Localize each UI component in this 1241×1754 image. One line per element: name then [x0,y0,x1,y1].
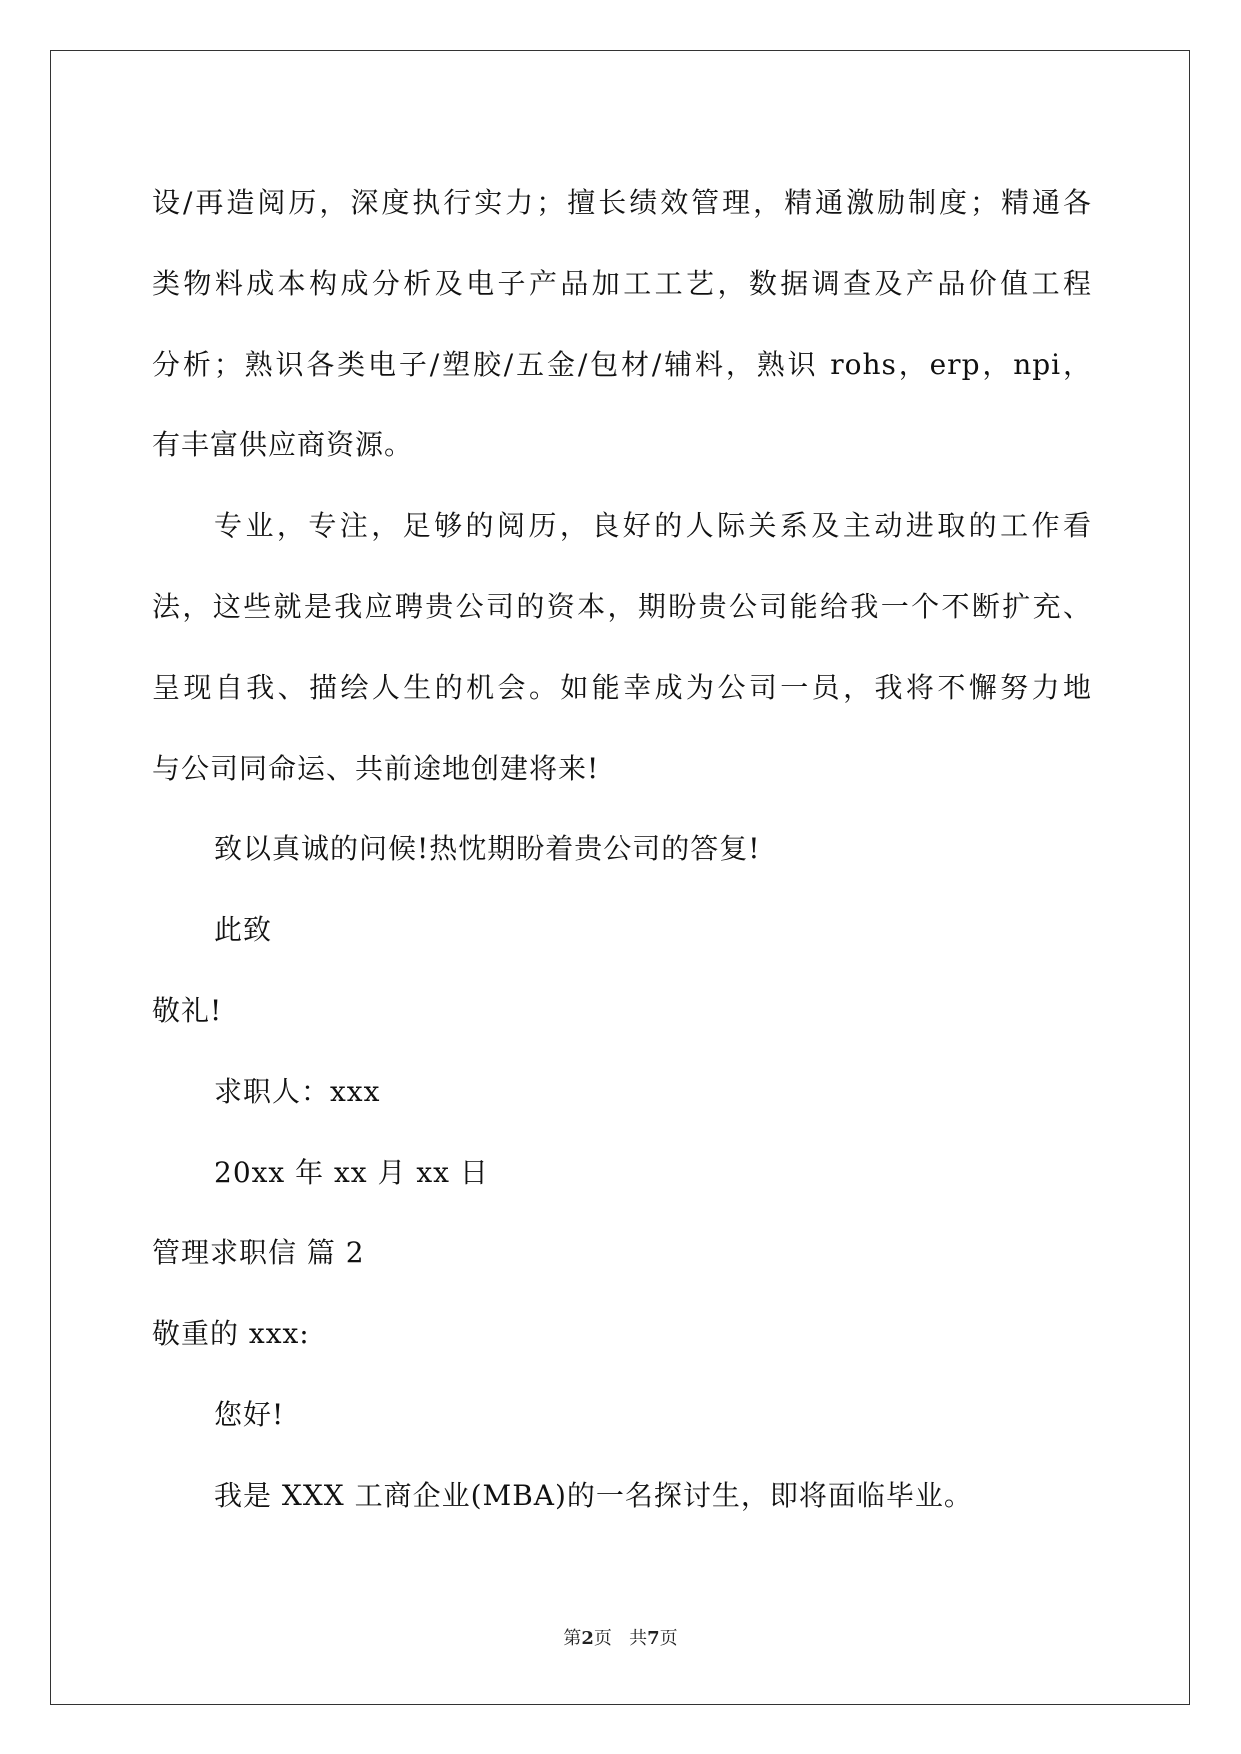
text-line-4: 有丰富供应商资源。 [152,428,414,462]
page-prefix: 第 [563,1628,582,1649]
text-line-6: 法，这些就是我应聘贵公司的资本，期盼贵公司能给我一个不断扩充、 [152,589,1092,623]
salutation-close: 敬礼! [152,993,223,1027]
text-line-1: 设/再造阅历，深度执行实力；擅长绩效管理，精通激励制度；精通各 [152,186,1092,219]
section-heading: 管理求职信 篇 2 [152,1236,365,1270]
text-line-5: 专业，专注，足够的阅历，良好的人际关系及主动进取的工作看 [214,509,1092,543]
text-line-2: 类物料成本构成分析及电子产品加工工艺，数据调查及产品价值工程 [152,266,1092,300]
text-line-9: 致以真诚的问候!热忱期盼着贵公司的答复! [214,832,761,866]
page-mid: 页 共 [593,1628,648,1649]
page-suffix: 页 [659,1628,678,1649]
letter-greeting: 敬重的 xxx: [152,1317,310,1351]
greeting-hello: 您好! [214,1397,285,1431]
page-current: 2 [581,1628,594,1649]
page-total: 7 [647,1628,660,1649]
page-number-footer [0,1627,1241,1651]
text-line-7: 呈现自我、描绘人生的机会。如能幸成为公司一员，我将不懈努力地 [152,670,1092,704]
letter-date: 20xx 年 xx 月 xx 日 [214,1155,489,1189]
applicant-signature: 求职人：xxx [214,1074,381,1108]
closing-phrase: 此致 [214,913,273,947]
text-line-17: 我是 XXX 工商企业(MBA)的一名探讨生，即将面临毕业。 [214,1478,973,1512]
text-line-8: 与公司同命运、共前途地创建将来! [152,751,600,785]
document-body [152,163,1092,1537]
text-line-3: 分析；熟识各类电子/塑胶/五金/包材/辅料，熟识 rohs，erp，npi， [152,347,1092,381]
